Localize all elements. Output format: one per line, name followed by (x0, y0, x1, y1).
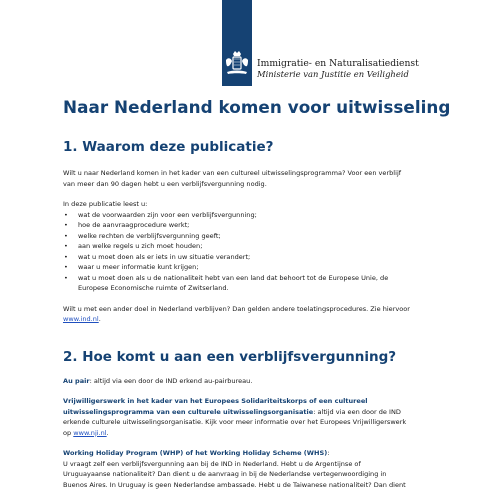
list-intro: In deze publicatie leest u: (63, 199, 423, 210)
volunteer-line: erkende culturele uitwisselingsorganisatie. Kijk voor meer informatie over het Europees Vrijwilligerswerk (63, 417, 423, 428)
section1-heading: 1. Waarom deze publicatie? (63, 138, 423, 156)
au-pair-paragraph (63, 376, 423, 387)
volunteer-title-line: uitwisselingsprogramma van een culturele uitwisselingsorganisatie (63, 408, 313, 416)
whp-colon: : (327, 449, 329, 457)
volunteer-text: : altijd via een door de IND (313, 408, 401, 416)
nji-website-link[interactable]: www.nji.nl (73, 429, 106, 437)
volunteer-pre: op (63, 429, 73, 437)
list-item: • waar u meer informatie kunt krijgen; (63, 262, 423, 273)
intro-line: van meer dan 90 dagen hebt u een verblijfsvergunning nodig. (63, 179, 423, 190)
period: . (99, 315, 101, 323)
organization-name (257, 58, 419, 80)
coat-of-arms-icon (224, 50, 250, 80)
document-body (63, 96, 423, 490)
other-purpose-link-line (63, 314, 423, 325)
au-pair-label: Au pair (63, 377, 90, 385)
whp-title-line (63, 448, 423, 459)
list-item: • aan welke regels u zich moet houden; (63, 241, 423, 252)
org-name-line2: Ministerie van Justitie en Veiligheid (257, 69, 419, 80)
list-item: • wat u moet doen als er iets in uw situatie verandert; (63, 252, 423, 263)
volunteer-paragraph (63, 396, 423, 438)
whp-line: Buenos Aires. In Uruguay is geen Nederlandse ambassade. Hebt u de Taiwanese nationaliteit? Dan dient (63, 480, 423, 490)
list-item: • hoe de aanvraagprocedure werkt; (63, 220, 423, 231)
document-title: Naar Nederland komen voor uitwisseling (63, 96, 423, 118)
intro-line: Wilt u naar Nederland komen in het kader van een cultureel uitwisselingsprogramma? Voor een verblijf (63, 168, 423, 179)
list-item: • welke rechten de verblijfsvergunning geeft; (63, 231, 423, 242)
whp-title: Working Holiday Program (WHP) of het Working Holiday Scheme (WHS) (63, 449, 327, 457)
whp-line: U vraagt zelf een verblijfsvergunning aan bij de IND in Nederland. Hebt u de Argentijnse of (63, 459, 423, 470)
section2-heading: 2. Hoe komt u aan een verblijfsvergunning? (63, 348, 423, 366)
logo-bar (222, 0, 252, 86)
list-item: • wat de voorwaarden zijn voor een verblijfsvergunning; (63, 210, 423, 221)
whp-paragraph (63, 448, 423, 490)
section1-intro (63, 168, 423, 189)
list-item: • wat u moet doen als u de nationaliteit hebt van een land dat behoort tot de Europese Unie, de (63, 273, 423, 284)
whp-line: Uruguayaanse nationaliteit? Dan dient u de aanvraag in bij de Nederlandse vertegenwoordiging in (63, 469, 423, 480)
other-purpose-paragraph (63, 304, 423, 325)
org-name-line1: Immigratie- en Naturalisatiedienst (257, 58, 419, 69)
ind-website-link[interactable]: www.ind.nl (63, 315, 99, 323)
period: . (107, 429, 109, 437)
volunteer-link-line (63, 428, 423, 439)
publication-contents-list (63, 210, 423, 284)
volunteer-title-line: Vrijwilligerswerk in het kader van het Europees Solidariteitskorps of een cultureel (63, 396, 423, 407)
au-pair-text: : altijd via een door de IND erkend au-pairbureau. (90, 377, 253, 385)
list-item-continuation: Europese Economische ruimte of Zwitserland. (63, 283, 423, 294)
volunteer-line (63, 407, 423, 418)
other-purpose-line: Wilt u met een ander doel in Nederland verblijven? Dan gelden andere toelatingsprocedures. Zie hiervoor (63, 304, 423, 315)
